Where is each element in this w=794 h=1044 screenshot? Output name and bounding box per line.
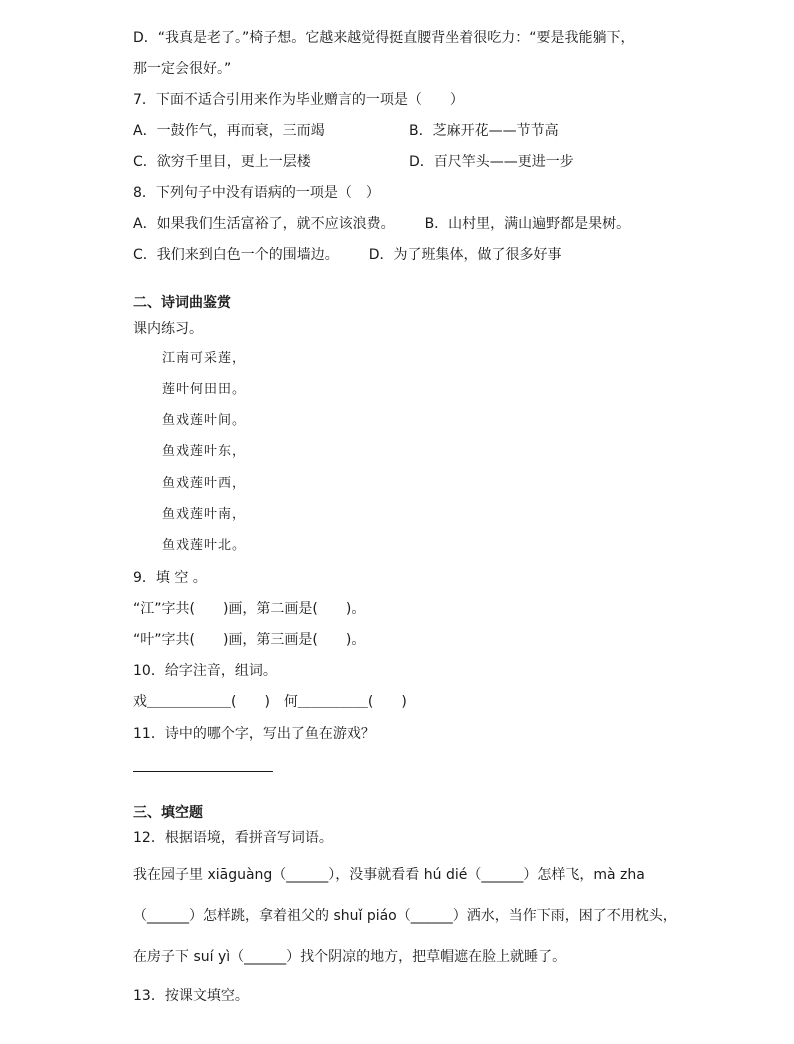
q11-stem: 11．诗中的哪个字，写出了鱼在游戏？: [133, 726, 375, 742]
q13-stem: 13．按课文填空。: [133, 988, 249, 1004]
q8-options-cd: [133, 246, 562, 264]
poem-line: 鱼戏莲叶东，: [162, 444, 247, 459]
q7-option-a: A．一鼓作气，再而衰，三而竭: [133, 123, 325, 139]
q11-answer-line[interactable]: [133, 771, 273, 772]
poem-line: 莲叶何田田。: [162, 382, 247, 397]
q7-option-d: D．百尺竿头——更进一步: [409, 154, 574, 170]
q7-option-c: C．欲穷千里目，更上一层楼: [133, 154, 311, 170]
q9-line2: “叶”字共( )画，第三画是( )。: [133, 632, 366, 648]
q10-line: 戏＿＿＿＿＿＿( ) 何＿＿＿＿＿( ): [133, 694, 407, 710]
q12-line3: 在房子下 suí yì（______）找个阴凉的地方，把草帽遮在脸上就睡了。: [133, 949, 567, 965]
q12-stem: 12．根据语境，看拼音写词语。: [133, 830, 333, 846]
poem-line: 鱼戏莲叶南，: [162, 507, 247, 522]
poem-line: 鱼戏莲叶北。: [162, 538, 247, 553]
q6-option-d-line2: 那一定会很好。”: [133, 61, 232, 77]
q12-line2: （______）怎样跳，拿着祖父的 shuǐ piáo（______）洒水，当作下雨，困了不用枕头，: [133, 908, 677, 924]
section3-title: 三、填空题: [133, 805, 203, 821]
q8-option-a: A．如果我们生活富裕了，就不应该浪费。: [133, 216, 395, 232]
q6-option-d-line1: D．“我真是老了。”椅子想。它越来越觉得挺直腰背坐着很吃力：“要是我能躺下，: [133, 30, 635, 46]
q10-stem: 10．给字注音，组词。: [133, 663, 277, 679]
section2-intro: 课内练习。: [133, 321, 203, 337]
poem-line: 鱼戏莲叶西，: [162, 476, 247, 491]
q8-option-c: C．我们来到白色一个的围墙边。: [133, 247, 339, 263]
q12-line1: 我在园子里 xiāguàng（______），没事就看看 hú dié（______）怎样飞，mà zha: [133, 867, 645, 883]
poem-line: 鱼戏莲叶间。: [162, 413, 247, 428]
q8-option-b: B．山村里，满山遍野都是果树。: [424, 216, 631, 232]
q7-option-b: B．芝麻开花——节节高: [409, 123, 559, 139]
poem-line: 江南可采莲，: [162, 351, 247, 366]
q9-line1: “江”字共( )画，第二画是( )。: [133, 601, 366, 617]
q8-stem: 8．下列句子中没有语病的一项是（ ）: [133, 185, 380, 201]
section2-title: 二、诗词曲鉴赏: [133, 295, 231, 311]
q9-stem: 9．填 空 。: [133, 570, 207, 586]
q7-stem: 7．下面不适合引用来作为毕业赠言的一项是（ ）: [133, 92, 464, 108]
q8-option-d: D．为了班集体，做了很多好事: [368, 247, 562, 263]
q8-options-ab: [133, 215, 630, 233]
